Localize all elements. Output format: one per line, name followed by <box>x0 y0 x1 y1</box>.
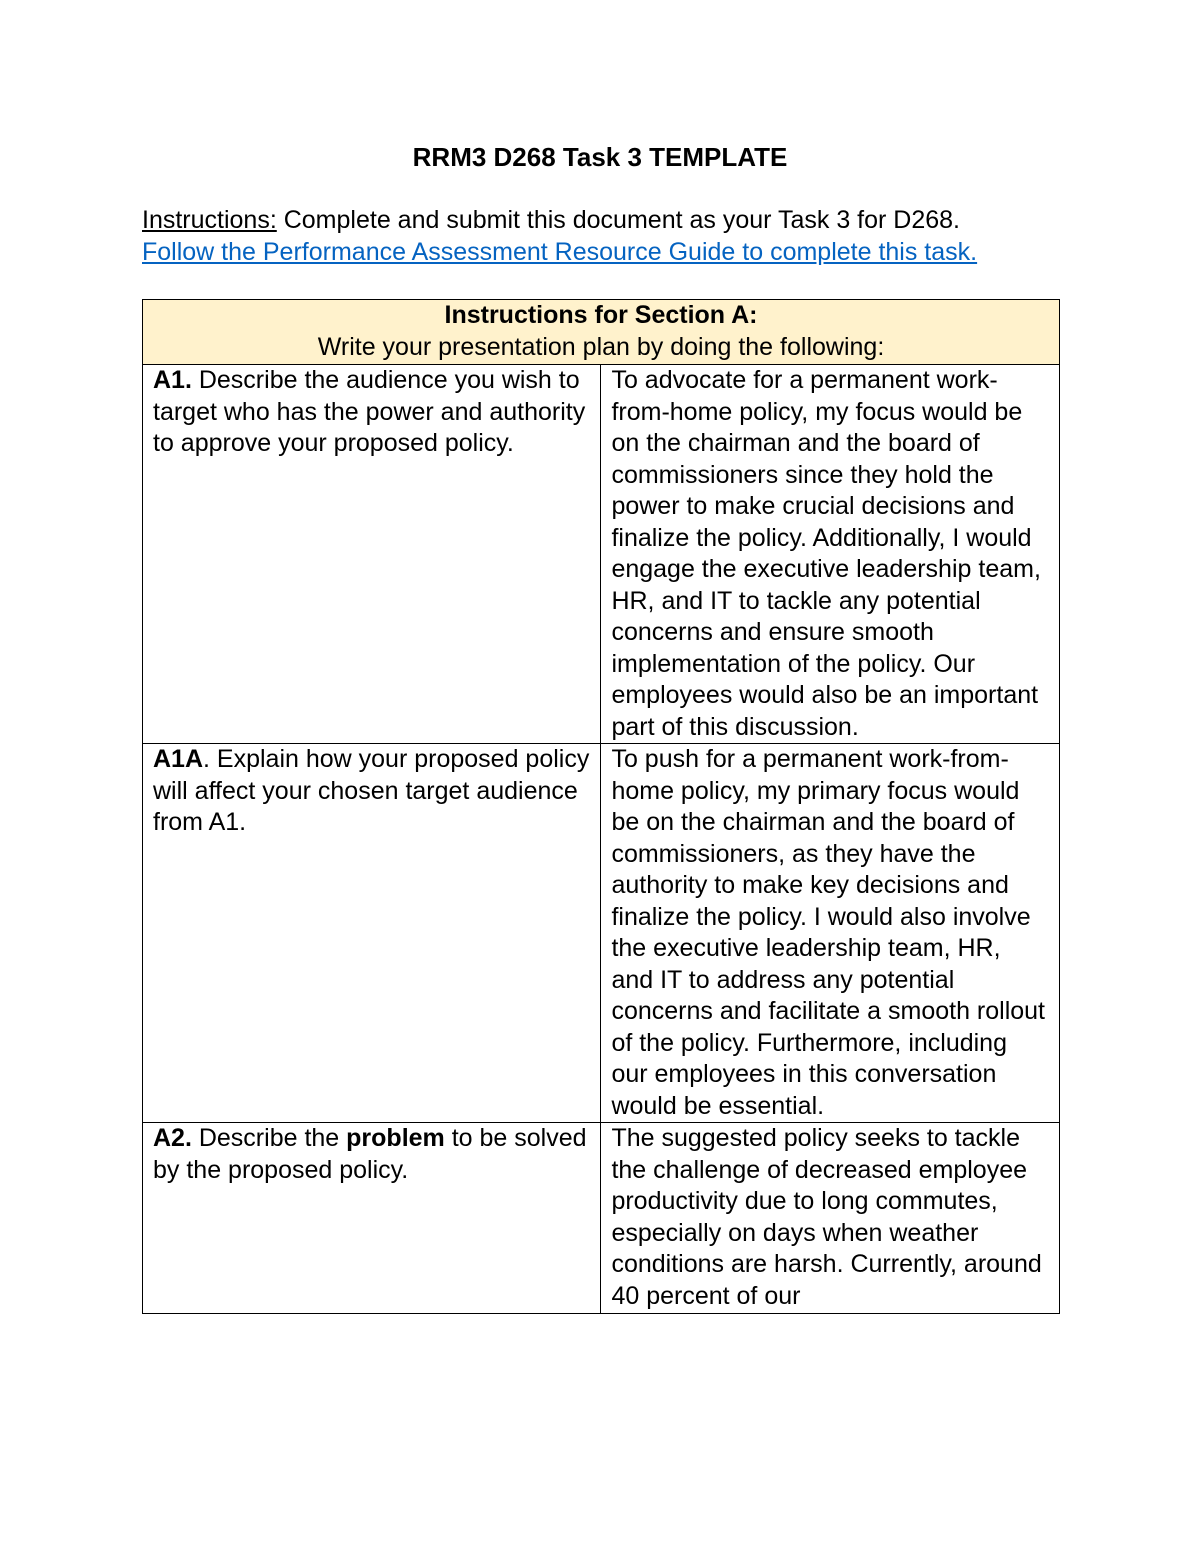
page-title: RRM3 D268 Task 3 TEMPLATE <box>412 142 788 172</box>
prompt-text-a2-bold: problem <box>346 1124 445 1152</box>
table-row <box>143 365 1060 744</box>
response-cell-a1a[interactable]: To push for a permanent work-from-home policy, my primary focus would be on the chairman and the board of commissioners, as they have the authority to make key decisions and finalize the policy. I would also involve the executive leadership team, HR, and IT to address any potential concerns and facilitate a smooth rollout of the policy. Furthermore, including our employees in this conversation would be essential. <box>601 744 1060 1123</box>
section-a-heading: Instructions for Section A: <box>444 301 758 329</box>
instructions-label: Instructions: <box>142 206 277 234</box>
prompt-text-a2-before: Describe the <box>191 1124 347 1152</box>
prompt-text-a1a: . Explain how your proposed policy will affect your chosen target audience from A1. <box>153 745 590 836</box>
table-row <box>143 744 1060 1123</box>
section-a-table <box>142 299 1060 1314</box>
prompt-cell-a1 <box>143 365 601 744</box>
table-row <box>143 1123 1060 1314</box>
prompt-cell-a2 <box>143 1123 601 1314</box>
resource-guide-link[interactable]: Follow the Performance Assessment Resource Guide to complete this task. <box>142 238 978 266</box>
prompt-label-a1a: A1A <box>153 745 204 773</box>
instructions-text: Complete and submit this document as your Task 3 for D268. <box>276 206 960 234</box>
response-cell-a1[interactable]: To advocate for a permanent work-from-home policy, my focus would be on the chairman and the board of commissioners since they hold the power to make crucial decisions and finalize the policy. Additionally, I would engage the executive leadership team, HR, and IT to tackle any potential concerns and ensure smooth implementation of the policy. Our employees would also be an important part of this discussion. <box>601 365 1060 744</box>
table-header-row <box>143 300 1060 365</box>
prompt-label-a2: A2. <box>153 1124 192 1152</box>
prompt-text-a2-after: to be solved by the proposed policy. <box>153 1124 587 1184</box>
response-cell-a2[interactable]: The suggested policy seeks to tackle the challenge of decreased employee productivity due to long commutes, especially on days when weather conditions are harsh. Currently, around 40 percent of our <box>601 1123 1060 1314</box>
prompt-label-a1: A1. <box>153 366 192 394</box>
section-a-subheading: Write your presentation plan by doing the following: <box>317 332 885 361</box>
prompt-text-a1: Describe the audience you wish to target who has the power and authority to approve your proposed policy. <box>153 366 586 457</box>
prompt-cell-a1a <box>143 744 601 1123</box>
instructions-block <box>142 204 1042 268</box>
table-header-cell <box>143 300 1060 365</box>
